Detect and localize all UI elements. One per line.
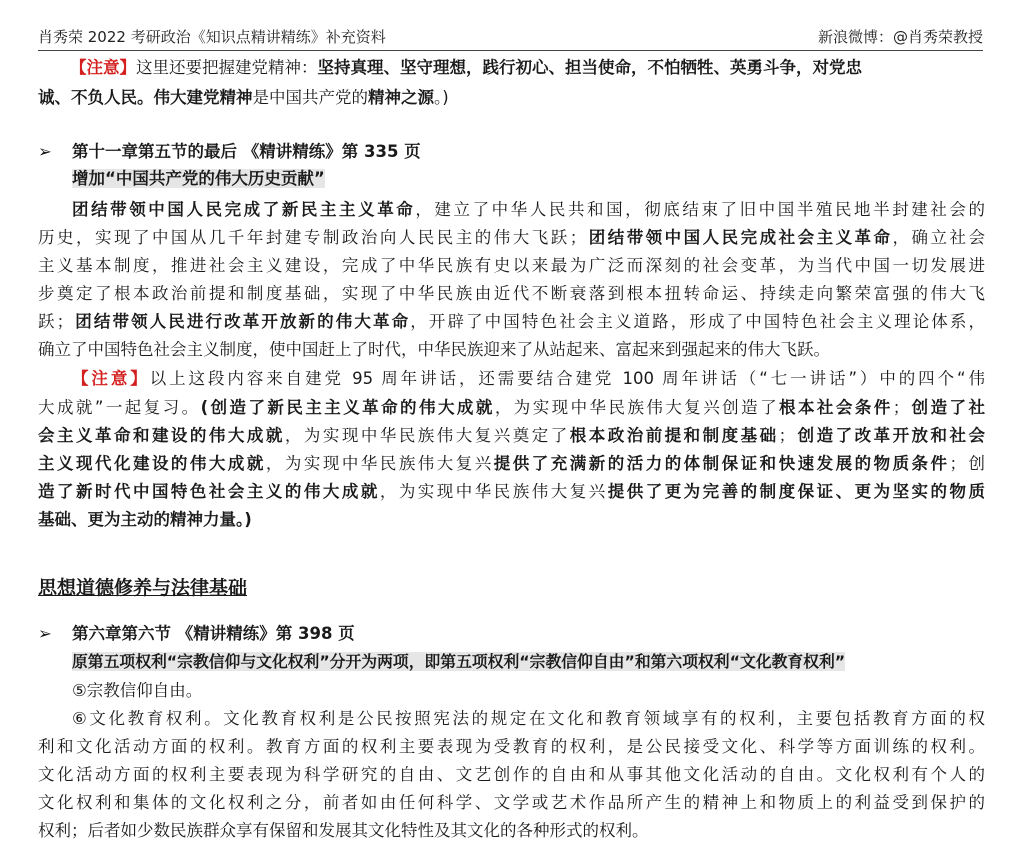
bullet-arrow-icon: ➢ <box>38 624 52 643</box>
text: ；创 <box>949 454 986 473</box>
text: ，为实现中华民族伟大复兴 <box>379 482 608 501</box>
bold-text: 主义现代化建设的伟大成就 <box>38 454 266 473</box>
item6-line3: 文化活动方面的权利主要表现为科学研究的自由、文艺创作的自由和从事其他文化活动的自由。文化权利有个人的 <box>38 765 985 784</box>
heading-text: 第十一章第五节的最后 《精讲精练》第 335 页 <box>72 142 421 161</box>
bold-text: 提供了更为完善的制度保证、更为坚实的物质 <box>607 482 986 501</box>
text: 大成就”一起复习。 <box>38 398 201 417</box>
note2-line6: 基础、更为主动的精神力量。) <box>38 510 252 529</box>
para1-line3: 主义基本制度，推进社会主义建设，完成了中华民族有史以来最为广泛而深刻的社会变革，为当代中国一切发展进 <box>38 256 985 275</box>
para1-line4: 步奠定了根本政治前提和制度基础，实现了中华民族由近代不断衰落到根本扭转命运、持续走向繁荣富强的伟大飞 <box>38 284 985 303</box>
item5-line: ⑤宗教信仰自由。 <box>72 681 203 700</box>
text: 历史，实现了中国从几千年封建专制政治向人民民主的伟大飞跃； <box>38 228 587 247</box>
header-weibo: 新浪微博：@肖秀荣教授 <box>817 27 983 46</box>
item6-line5: 权利；后者如少数民族群众享有保留和发展其文化特性及其文化的各种形式的权利。 <box>38 821 649 840</box>
text: 这里还要把握建党精神： <box>136 58 318 77</box>
text: ，开辟了中国特色社会主义道路，形成了中国特色社会主义理论体系， <box>410 312 986 331</box>
item6-line1: ⑥文化教育权利。文化教育权利是公民按照宪法的规定在文化和教育领域享有的权利，主要包括教育方面的权 <box>72 709 985 728</box>
bold-text: 创造了改革开放和社会 <box>795 426 986 445</box>
header-title: 肖秀荣 2022 考研政治《知识点精讲精练》补充资料 <box>38 27 386 46</box>
bold-text: (创造了新民主主义革命的伟大成就 <box>200 398 495 417</box>
text: 以上这段内容来自建党 95 周年讲话，还需要结合建党 100 周年讲话（“七一讲话”）中的四个“伟 <box>149 369 985 388</box>
bold-text: 团结带领人民进行改革开放新的伟大革命 <box>73 312 411 331</box>
note1-line1 <box>70 57 862 79</box>
para1-line6: 确立了中国特色社会主义制度，使中国赶上了时代，中华民族迎来了从站起来、富起来到强起来的伟大飞跃。 <box>38 340 830 359</box>
bold-text: 坚持真理、坚守理想，践行初心、担当使命，不怕牺牲、英勇斗争，对党忠 <box>317 58 862 77</box>
bold-text: 造了新时代中国特色社会主义的伟大成就 <box>38 482 380 501</box>
text: ； <box>778 426 796 445</box>
text: 。) <box>434 88 449 107</box>
text: ，为实现中华民族伟大复兴奠定了 <box>284 426 570 445</box>
page-header <box>38 22 983 51</box>
para1-line5 <box>38 311 985 333</box>
note2-line2 <box>38 397 985 419</box>
text: ，为实现中华民族伟大复兴 <box>265 454 494 473</box>
note2-line5 <box>38 481 985 503</box>
bold-text: 创造了社 <box>909 398 986 417</box>
highlighted-text: 增加“中国共产党的伟大历史贡献” <box>72 169 325 188</box>
note2-line1 <box>72 368 985 390</box>
note-tag: 【注意】 <box>70 58 136 77</box>
note-tag: 【注意】 <box>72 369 150 388</box>
bold-text: 提供了充满新的活力的体制保证和快速发展的物质条件 <box>493 454 950 473</box>
bold-text: 根本政治前提和制度基础 <box>569 426 779 445</box>
text: 跃； <box>38 312 74 331</box>
heading-text: 第六章第六节 《精讲精练》第 398 页 <box>72 624 355 643</box>
bullet-arrow-icon: ➢ <box>38 142 52 161</box>
text: ，建立了中华人民共和国，彻底结束了旧中国半殖民地半封建社会的 <box>415 200 986 219</box>
text: ，为实现中华民族伟大复兴创造了 <box>494 398 780 417</box>
text: ，确立社会 <box>892 228 986 247</box>
section2-title: 思想道德修养与法律基础 <box>38 577 248 599</box>
item6-line2: 利和文化活动方面的权利。教育方面的权利主要表现为受教育的权利，是公民接受文化、科学等方面训练的权利。 <box>38 737 985 756</box>
item6-line4: 文化权利和集体的文化权利之分，前者如由任何科学、文学或艺术作品所产生的精神上和物质上的利益受到保护的 <box>38 793 985 812</box>
section1-heading <box>38 141 421 163</box>
bold-text: 根本社会条件 <box>779 398 893 417</box>
para1-line1 <box>72 199 985 221</box>
bold-text: 团结带领中国人民完成了新民主主义革命 <box>72 200 416 219</box>
bold-text: 团结带领中国人民完成社会主义革命 <box>586 228 893 247</box>
note2-line4 <box>38 453 985 475</box>
note1-line2 <box>38 87 449 109</box>
section2-heading <box>38 623 355 645</box>
section2-subheading <box>72 651 845 673</box>
bold-text: 会主义革命和建设的伟大成就 <box>38 426 285 445</box>
highlighted-text: 原第五项权利“宗教信仰与文化权利”分开为两项，即第五项权利“宗教信仰自由”和第六项权利“文化教育权利” <box>72 652 846 671</box>
para1-line2 <box>38 227 985 249</box>
bold-text: 诚、不负人民。伟大建党精神 <box>38 88 253 107</box>
text: ； <box>892 398 910 417</box>
text: 是中国共产党的 <box>252 88 368 107</box>
note2-line3 <box>38 425 985 447</box>
section1-subheading <box>72 168 325 190</box>
bold-text: 精神之源 <box>368 88 434 107</box>
